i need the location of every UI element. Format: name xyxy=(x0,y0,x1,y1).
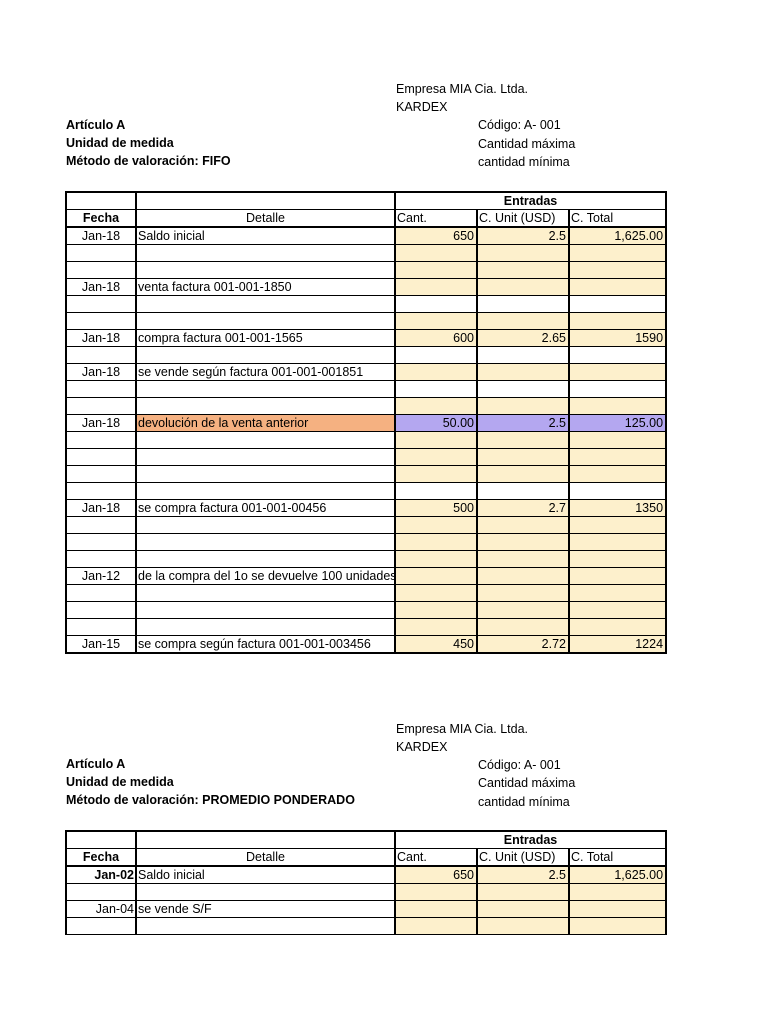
cant-cell xyxy=(395,262,477,279)
fecha-cell xyxy=(66,262,136,279)
fecha-cell xyxy=(66,296,136,313)
header-cant: Cant. xyxy=(395,849,477,867)
fecha-cell: Jan-18 xyxy=(66,415,136,432)
detalle-cell xyxy=(136,466,395,483)
cunit-cell xyxy=(477,313,569,330)
table-row xyxy=(66,483,666,500)
fecha-cell xyxy=(66,347,136,364)
table-row xyxy=(66,245,666,262)
table-row xyxy=(66,330,666,347)
header-ctotal: C. Total xyxy=(569,210,666,228)
fecha-cell xyxy=(66,449,136,466)
fecha-cell xyxy=(66,517,136,534)
ctotal-cell: 1590 xyxy=(569,330,666,347)
cant-cell xyxy=(395,381,477,398)
cant-cell xyxy=(395,364,477,381)
ctotal-cell: 1350 xyxy=(569,500,666,517)
ctotal-cell xyxy=(569,347,666,364)
header-fecha-top xyxy=(66,192,136,210)
ctotal-cell: 1224 xyxy=(569,636,666,654)
cunit-cell xyxy=(477,432,569,449)
valuation-method: Método de valoración: FIFO xyxy=(66,154,231,168)
fecha-cell xyxy=(66,884,136,901)
cant-cell: 650 xyxy=(395,227,477,245)
ctotal-cell: 125.00 xyxy=(569,415,666,432)
table-row xyxy=(66,884,666,901)
header-fecha: Fecha xyxy=(66,849,136,867)
article-label: Artículo A xyxy=(66,118,126,132)
fecha-cell: Jan-02 xyxy=(66,866,136,884)
table-row xyxy=(66,619,666,636)
cunit-cell: 2.72 xyxy=(477,636,569,654)
detalle-cell: venta factura 001-001-1850 xyxy=(136,279,395,296)
detalle-cell xyxy=(136,585,395,602)
ctotal-cell: 1,625.00 xyxy=(569,866,666,884)
table-row xyxy=(66,415,666,432)
table-row xyxy=(66,398,666,415)
fecha-cell: Jan-18 xyxy=(66,279,136,296)
table-row xyxy=(66,636,666,654)
table-row xyxy=(66,364,666,381)
kardex-table-fifo xyxy=(65,191,667,654)
cant-cell xyxy=(395,398,477,415)
cant-cell xyxy=(395,313,477,330)
cunit-cell xyxy=(477,364,569,381)
table-row xyxy=(66,262,666,279)
cunit-cell: 2.5 xyxy=(477,866,569,884)
ctotal-cell xyxy=(569,449,666,466)
code-label: Código: A- 001 xyxy=(478,118,561,132)
kardex-table-promedio xyxy=(65,830,667,935)
fecha-cell xyxy=(66,585,136,602)
article-label: Artículo A xyxy=(66,757,126,771)
table-row xyxy=(66,534,666,551)
cunit-cell xyxy=(477,517,569,534)
ctotal-cell xyxy=(569,381,666,398)
ctotal-cell xyxy=(569,619,666,636)
company-name: Empresa MIA Cia. Ltda. xyxy=(396,82,529,96)
cunit-cell xyxy=(477,918,569,935)
ctotal-cell xyxy=(569,901,666,918)
cant-cell xyxy=(395,602,477,619)
cunit-cell xyxy=(477,602,569,619)
detalle-cell: se vende S/F xyxy=(136,901,395,918)
cunit-cell xyxy=(477,619,569,636)
unit-label: Unidad de medida xyxy=(66,136,174,150)
cant-cell: 650 xyxy=(395,866,477,884)
detalle-cell xyxy=(136,534,395,551)
fecha-cell xyxy=(66,483,136,500)
detalle-cell xyxy=(136,517,395,534)
fecha-cell: Jan-18 xyxy=(66,500,136,517)
cant-cell xyxy=(395,279,477,296)
header-detalle-top xyxy=(136,192,395,210)
cant-cell: 450 xyxy=(395,636,477,654)
detalle-cell xyxy=(136,432,395,449)
cant-cell xyxy=(395,884,477,901)
table-row xyxy=(66,466,666,483)
cunit-cell xyxy=(477,245,569,262)
table-row xyxy=(66,296,666,313)
cant-cell xyxy=(395,432,477,449)
cant-cell xyxy=(395,568,477,585)
document-title: KARDEX xyxy=(396,740,448,754)
cant-cell: 500 xyxy=(395,500,477,517)
max-quantity-label: Cantidad máxima xyxy=(478,776,576,790)
ctotal-cell xyxy=(569,534,666,551)
cunit-cell xyxy=(477,449,569,466)
fecha-cell xyxy=(66,551,136,568)
fecha-cell xyxy=(66,602,136,619)
ctotal-cell: 1,625.00 xyxy=(569,227,666,245)
detalle-cell: compra factura 001-001-1565 xyxy=(136,330,395,347)
table-row xyxy=(66,602,666,619)
fecha-cell xyxy=(66,313,136,330)
table-row xyxy=(66,500,666,517)
cunit-cell xyxy=(477,262,569,279)
cunit-cell xyxy=(477,398,569,415)
ctotal-cell xyxy=(569,313,666,330)
cunit-cell xyxy=(477,279,569,296)
detalle-cell: se compra factura 001-001-00456 xyxy=(136,500,395,517)
ctotal-cell xyxy=(569,517,666,534)
cant-cell: 600 xyxy=(395,330,477,347)
header-detalle: Detalle xyxy=(136,210,395,228)
header-entradas: Entradas xyxy=(395,192,666,210)
ctotal-cell xyxy=(569,432,666,449)
ctotal-cell xyxy=(569,364,666,381)
ctotal-cell xyxy=(569,245,666,262)
fecha-cell xyxy=(66,466,136,483)
cant-cell xyxy=(395,534,477,551)
detalle-cell xyxy=(136,918,395,935)
ctotal-cell xyxy=(569,483,666,500)
header-cunit: C. Unit (USD) xyxy=(477,849,569,867)
cunit-cell: 2.5 xyxy=(477,415,569,432)
cunit-cell xyxy=(477,551,569,568)
cant-cell xyxy=(395,449,477,466)
cant-cell xyxy=(395,901,477,918)
header-fecha: Fecha xyxy=(66,210,136,228)
cunit-cell xyxy=(477,568,569,585)
cunit-cell xyxy=(477,483,569,500)
cunit-cell xyxy=(477,585,569,602)
header-fecha-top xyxy=(66,831,136,849)
table-row xyxy=(66,313,666,330)
detalle-cell: Saldo inicial xyxy=(136,866,395,884)
table-row xyxy=(66,901,666,918)
cant-cell xyxy=(395,483,477,500)
detalle-cell xyxy=(136,381,395,398)
detalle-cell xyxy=(136,483,395,500)
header-entradas: Entradas xyxy=(395,831,666,849)
table-row xyxy=(66,279,666,296)
cant-cell xyxy=(395,585,477,602)
max-quantity-label: Cantidad máxima xyxy=(478,137,576,151)
header-cunit: C. Unit (USD) xyxy=(477,210,569,228)
fecha-cell: Jan-18 xyxy=(66,227,136,245)
ctotal-cell xyxy=(569,262,666,279)
ctotal-cell xyxy=(569,884,666,901)
unit-label: Unidad de medida xyxy=(66,775,174,789)
fecha-cell xyxy=(66,381,136,398)
ctotal-cell xyxy=(569,602,666,619)
fecha-cell: Jan-18 xyxy=(66,364,136,381)
detalle-cell: Saldo inicial xyxy=(136,227,395,245)
cunit-cell xyxy=(477,381,569,398)
table-row xyxy=(66,866,666,884)
cunit-cell xyxy=(477,534,569,551)
cunit-cell xyxy=(477,901,569,918)
detalle-cell xyxy=(136,398,395,415)
ctotal-cell xyxy=(569,585,666,602)
cant-cell xyxy=(395,918,477,935)
ctotal-cell xyxy=(569,296,666,313)
fecha-cell: Jan-18 xyxy=(66,330,136,347)
cunit-cell: 2.7 xyxy=(477,500,569,517)
cant-cell xyxy=(395,551,477,568)
detalle-cell xyxy=(136,347,395,364)
cunit-cell xyxy=(477,466,569,483)
valuation-method: Método de valoración: PROMEDIO PONDERADO xyxy=(66,793,355,807)
detalle-cell xyxy=(136,296,395,313)
ctotal-cell xyxy=(569,568,666,585)
detalle-cell xyxy=(136,262,395,279)
company-name: Empresa MIA Cia. Ltda. xyxy=(396,722,529,736)
table-row xyxy=(66,227,666,245)
fecha-cell: Jan-12 xyxy=(66,568,136,585)
detalle-cell: de la compra del 1o se devuelve 100 unidades xyxy=(138,569,397,583)
header-ctotal: C. Total xyxy=(569,849,666,867)
table-row xyxy=(66,381,666,398)
cant-cell xyxy=(395,245,477,262)
fecha-cell xyxy=(66,432,136,449)
fecha-cell xyxy=(66,398,136,415)
cunit-cell: 2.5 xyxy=(477,227,569,245)
detalle-cell xyxy=(136,884,395,901)
detalle-cell: se vende según factura 001-001-001851 xyxy=(136,364,395,381)
table-row xyxy=(66,585,666,602)
detalle-cell: se compra según factura 001-001-003456 xyxy=(136,636,395,654)
table-row xyxy=(66,918,666,935)
header-detalle-top xyxy=(136,831,395,849)
ctotal-cell xyxy=(569,551,666,568)
fecha-cell: Jan-15 xyxy=(66,636,136,654)
detalle-cell xyxy=(136,551,395,568)
detalle-cell xyxy=(136,245,395,262)
cant-cell xyxy=(395,517,477,534)
code-label: Código: A- 001 xyxy=(478,758,561,772)
detalle-cell xyxy=(136,619,395,636)
detalle-cell xyxy=(136,313,395,330)
cunit-cell xyxy=(477,884,569,901)
table-row xyxy=(66,568,666,585)
document-title: KARDEX xyxy=(396,100,448,114)
header-detalle: Detalle xyxy=(136,849,395,867)
cunit-cell xyxy=(477,347,569,364)
fecha-cell xyxy=(66,918,136,935)
ctotal-cell xyxy=(569,466,666,483)
table-row xyxy=(66,551,666,568)
table-row xyxy=(66,517,666,534)
table-row xyxy=(66,347,666,364)
ctotal-cell xyxy=(569,918,666,935)
header-cant: Cant. xyxy=(395,210,477,228)
min-quantity-label: cantidad mínima xyxy=(478,795,570,809)
cant-cell xyxy=(395,619,477,636)
detalle-cell: devolución de la venta anterior xyxy=(136,415,395,432)
fecha-cell xyxy=(66,619,136,636)
min-quantity-label: cantidad mínima xyxy=(478,155,570,169)
cunit-cell: 2.65 xyxy=(477,330,569,347)
table-row xyxy=(66,432,666,449)
fecha-cell: Jan-04 xyxy=(66,901,136,918)
ctotal-cell xyxy=(569,279,666,296)
table-row xyxy=(66,449,666,466)
cant-cell xyxy=(395,347,477,364)
detalle-cell xyxy=(136,449,395,466)
cant-cell xyxy=(395,466,477,483)
ctotal-cell xyxy=(569,398,666,415)
cunit-cell xyxy=(477,296,569,313)
cant-cell: 50.00 xyxy=(395,415,477,432)
cant-cell xyxy=(395,296,477,313)
detalle-cell xyxy=(136,602,395,619)
fecha-cell xyxy=(66,534,136,551)
fecha-cell xyxy=(66,245,136,262)
